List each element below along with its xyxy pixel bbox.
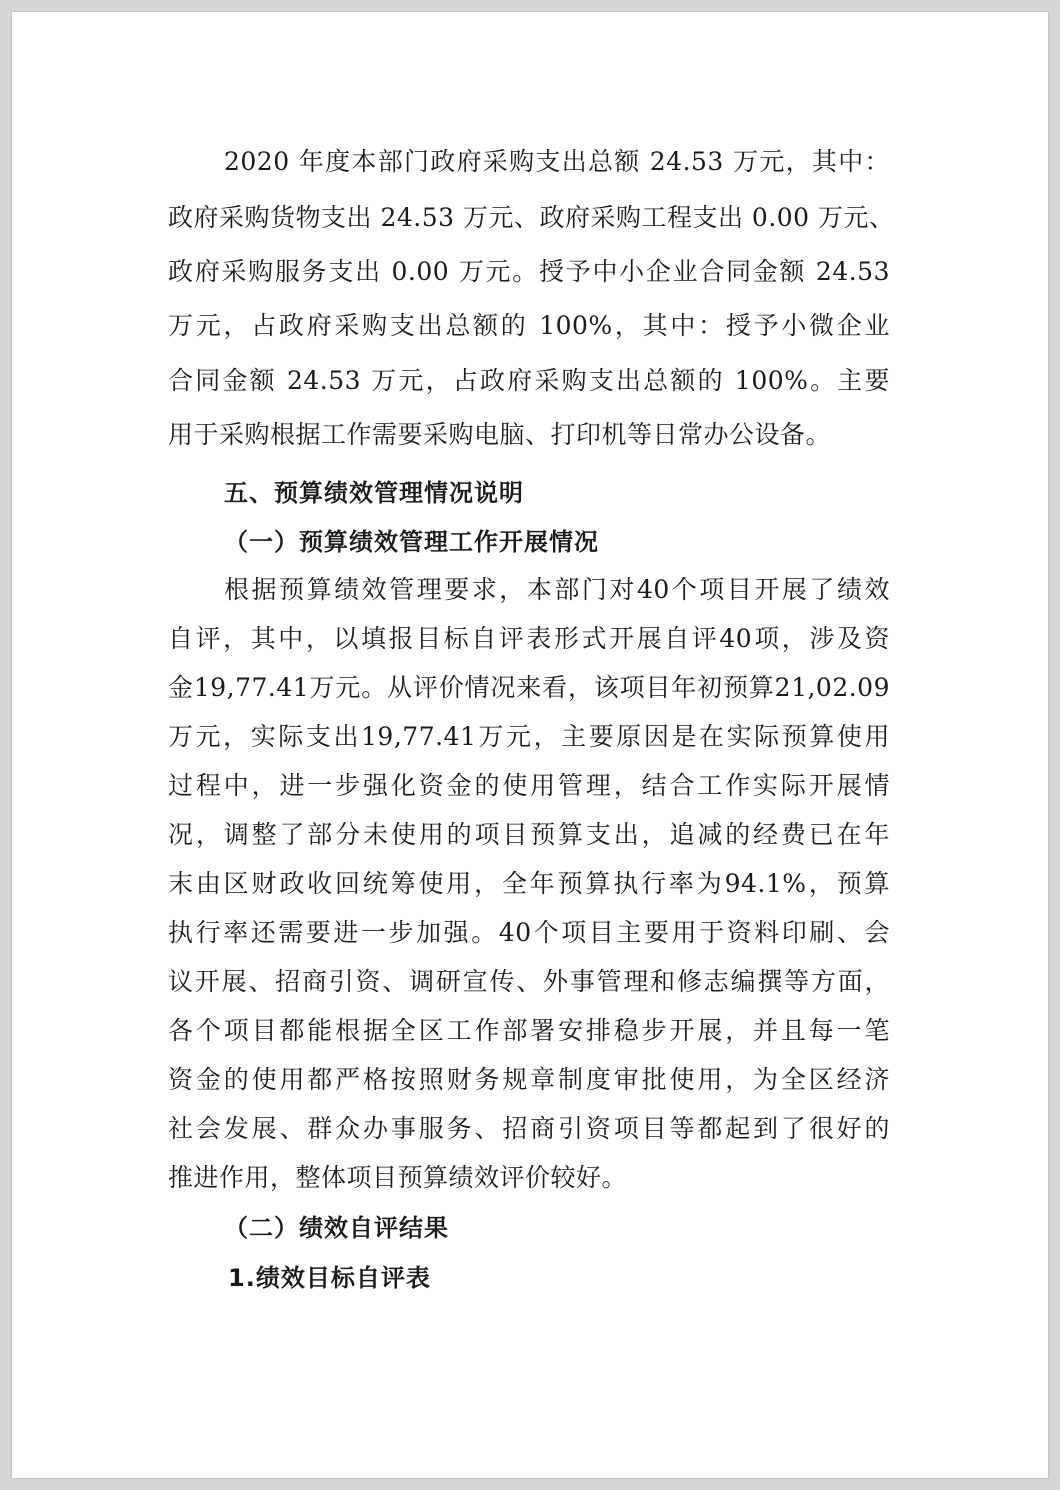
- item-heading-1: 1.绩效目标自评表: [228, 1264, 431, 1292]
- subsection-heading-2: （二）绩效自评结果: [224, 1214, 449, 1242]
- paragraph2-line-11: 资金的使用都严格按照财务规章制度审批使用，为全区经济: [168, 1065, 890, 1094]
- paragraph2-line-13: 推进作用，整体项目预算绩效评价较好。: [168, 1163, 628, 1192]
- paragraph1-line-4: 万元，占政府采购支出总额的 100%，其中：授予小微企业: [168, 311, 890, 340]
- paragraph1-line-6: 用于采购根据工作需要采购电脑、打印机等日常办公设备。: [168, 420, 832, 449]
- paragraph2-line-4: 万元，实际支出19,77.41万元，主要原因是在实际预算使用: [168, 722, 890, 751]
- paragraph2-line-1: 根据预算绩效管理要求，本部门对40个项目开展了绩效: [224, 575, 890, 604]
- paragraph1-line-1: 2020 年度本部门政府采购支出总额 24.53 万元，其中：: [224, 147, 890, 176]
- subsection-heading-1: （一）预算绩效管理工作开展情况: [224, 528, 599, 556]
- paragraph1-line-2: 政府采购货物支出 24.53 万元、政府采购工程支出 0.00 万元、: [168, 203, 895, 232]
- paragraph2-line-6: 况，调整了部分未使用的项目预算支出，追减的经费已在年: [168, 820, 890, 849]
- paragraph2-line-2: 自评，其中，以填报目标自评表形式开展自评40项，涉及资: [168, 624, 890, 653]
- paragraph2-line-7: 末由区财政收回统筹使用，全年预算执行率为94.1%，预算: [168, 869, 890, 898]
- section-heading-5: 五、预算绩效管理情况说明: [224, 479, 524, 507]
- paragraph1-line-3: 政府采购服务支出 0.00 万元。授予中小企业合同金额 24.53: [168, 257, 890, 286]
- paragraph2-line-3: 金19,77.41万元。从评价情况来看，该项目年初预算21,02.09: [168, 673, 890, 702]
- paragraph2-line-8: 执行率还需要进一步加强。40个项目主要用于资料印刷、会: [168, 918, 890, 947]
- paragraph2-line-9: 议开展、招商引资、调研宣传、外事管理和修志编撰等方面，: [168, 967, 890, 996]
- paragraph2-line-12: 社会发展、群众办事服务、招商引资项目等都起到了很好的: [168, 1114, 890, 1143]
- paragraph2-line-10: 各个项目都能根据全区工作部署安排稳步开展，并且每一笔: [168, 1016, 890, 1045]
- paragraph2-line-5: 过程中，进一步强化资金的使用管理，结合工作实际开展情: [168, 771, 890, 800]
- paragraph1-line-5: 合同金额 24.53 万元，占政府采购支出总额的 100%。主要: [168, 366, 890, 395]
